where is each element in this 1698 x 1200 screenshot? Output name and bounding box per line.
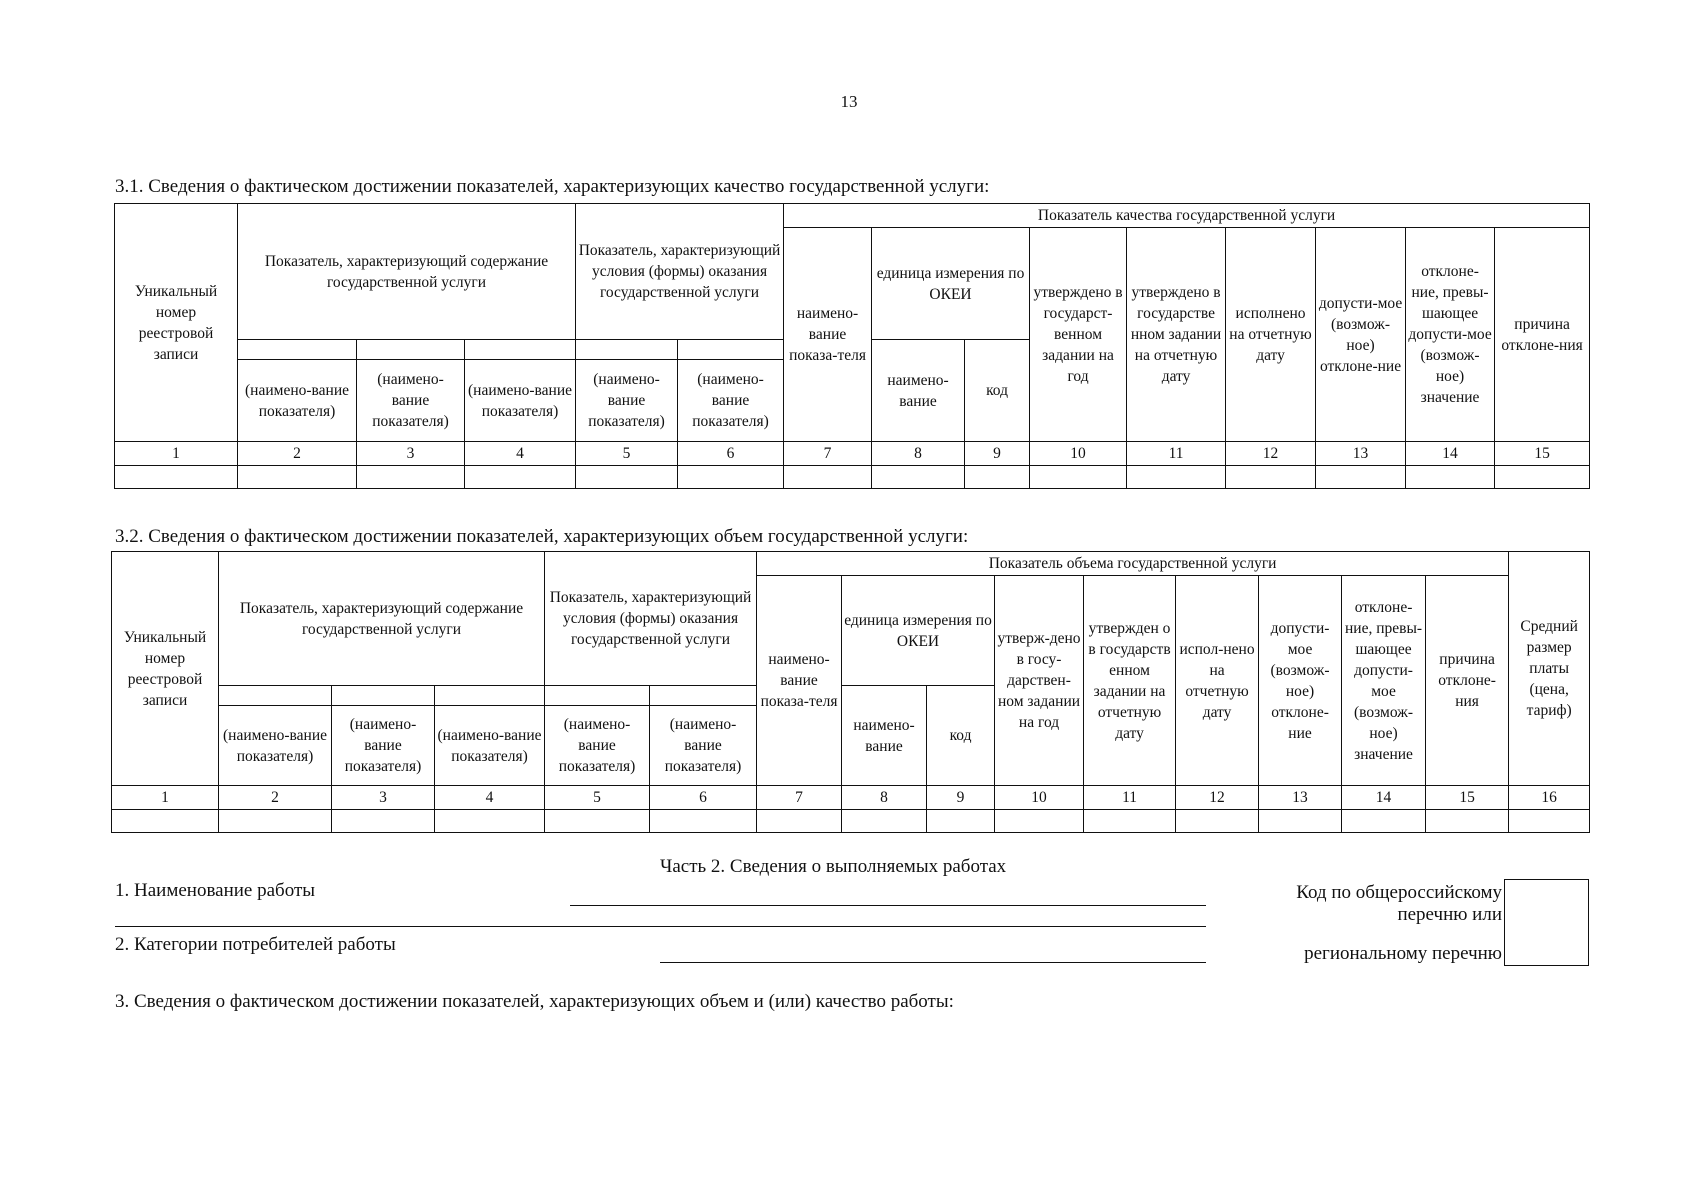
table-cell[interactable]: [995, 810, 1084, 833]
header-sub-indicator: (наимено-вание показателя): [357, 360, 465, 442]
table-cell[interactable]: [1426, 810, 1509, 833]
column-number: 13: [1259, 786, 1342, 810]
volume-indicators-table: [111, 551, 1590, 833]
section-3-2-title: 3.2. Сведения о фактическом достижении показателей, характеризующих объем государственной услуги:: [115, 526, 969, 547]
header-content-group: Показатель, характеризующий содержание государственной услуги: [238, 204, 576, 340]
column-number: 8: [872, 442, 965, 466]
work-name-continuation-line[interactable]: [115, 926, 1206, 927]
header-approved-year: утверж-дено в госу-дарствен-ном задании на год: [995, 576, 1084, 786]
header-approved-date: утверждено в государстве нном задании на отчетную дату: [1127, 228, 1226, 442]
column-number: 6: [678, 442, 784, 466]
table-cell[interactable]: [1030, 466, 1127, 489]
code-label-line-1: Код по общероссийскому: [1296, 882, 1502, 903]
part-2-title: Часть 2. Сведения о выполняемых работах: [660, 856, 1007, 877]
column-number: 8: [842, 786, 927, 810]
sub-header-blank: [332, 686, 435, 706]
work-name-label: 1. Наименование работы: [115, 880, 316, 901]
column-number: 5: [576, 442, 678, 466]
header-executed: испол-нено на отчетную дату: [1176, 576, 1259, 786]
column-number: 10: [1030, 442, 1127, 466]
work-name-field[interactable]: [570, 905, 1206, 906]
quality-indicators-table: [114, 203, 1590, 489]
header-sub-indicator: (наимено-вание показателя): [435, 706, 545, 786]
header-quality-group: Показатель качества государственной услуги: [784, 204, 1590, 228]
header-conditions-group: Показатель, характеризующий условия (формы) оказания государственной услуги: [545, 552, 757, 686]
table-cell[interactable]: [576, 466, 678, 489]
header-sub-indicator: (наимено-вание показателя): [332, 706, 435, 786]
column-number: 9: [965, 442, 1030, 466]
section-3-1-title: 3.1. Сведения о фактическом достижении показателей, характеризующих качество государственной услуги:: [115, 176, 990, 197]
sub-header-blank: [465, 340, 576, 360]
table-cell[interactable]: [927, 810, 995, 833]
header-sub-indicator: (наимено-вание показателя): [678, 360, 784, 442]
header-reason: причина отклоне-ния: [1495, 228, 1590, 442]
header-executed: исполнено на отчетную дату: [1226, 228, 1316, 442]
table-cell[interactable]: [1406, 466, 1495, 489]
table-cell[interactable]: [545, 810, 650, 833]
column-number: 11: [1127, 442, 1226, 466]
table-cell[interactable]: [1316, 466, 1406, 489]
column-number: 7: [784, 442, 872, 466]
column-number: 15: [1495, 442, 1590, 466]
table-cell[interactable]: [1259, 810, 1342, 833]
table-cell[interactable]: [238, 466, 357, 489]
column-number: 3: [357, 442, 465, 466]
page-number: 13: [840, 92, 858, 111]
column-number: 14: [1406, 442, 1495, 466]
header-excess-deviation: отклоне-ние, превы-шающее допусти-мое (возмож-ное) значение: [1342, 576, 1426, 786]
header-excess-deviation: отклоне-ние, превы-шающее допусти-мое (возмож-ное) значение: [1406, 228, 1495, 442]
header-sub-indicator: (наимено-вание показателя): [545, 706, 650, 786]
sub-header-blank: [238, 340, 357, 360]
column-number: 12: [1226, 442, 1316, 466]
table-cell[interactable]: [757, 810, 842, 833]
header-sub-indicator: (наимено-вание показателя): [238, 360, 357, 442]
table-cell[interactable]: [1495, 466, 1590, 489]
header-volume-group: Показатель объема государственной услуги: [757, 552, 1509, 576]
header-approved-date: утвержден о в государств енном задании на отчетную дату: [1084, 576, 1176, 786]
header-allowed-deviation: допусти-мое (возмож-ное) отклоне-ние: [1259, 576, 1342, 786]
column-number: 11: [1084, 786, 1176, 810]
code-input-box[interactable]: [1504, 879, 1589, 966]
table-cell[interactable]: [435, 810, 545, 833]
table-cell[interactable]: [1127, 466, 1226, 489]
table-cell[interactable]: [465, 466, 576, 489]
column-number: 7: [757, 786, 842, 810]
column-number: 1: [112, 786, 219, 810]
header-registry: Уникальный номер реестровой записи: [112, 552, 219, 786]
column-number: 9: [927, 786, 995, 810]
sub-header-blank: [435, 686, 545, 706]
table-cell[interactable]: [784, 466, 872, 489]
header-indicator-name: наимено-вание показа-теля: [784, 228, 872, 442]
table-cell[interactable]: [678, 466, 784, 489]
table-cell[interactable]: [1084, 810, 1176, 833]
column-number: 15: [1426, 786, 1509, 810]
column-number: 2: [219, 786, 332, 810]
header-unit-name: наимено-вание: [842, 686, 927, 786]
column-number: 3: [332, 786, 435, 810]
column-number: 4: [465, 442, 576, 466]
header-avg-fee: Средний размер платы (цена, тариф): [1509, 552, 1590, 786]
header-sub-indicator: (наимено-вание показателя): [650, 706, 757, 786]
code-label-line-2: перечню или: [1397, 904, 1502, 925]
column-number: 6: [650, 786, 757, 810]
sub-header-blank: [219, 686, 332, 706]
header-unit-name: наимено-вание: [872, 340, 965, 442]
table-cell[interactable]: [1342, 810, 1426, 833]
header-unit-code: код: [927, 686, 995, 786]
header-approved-year: утверждено в государст-венном задании на год: [1030, 228, 1127, 442]
column-number: 13: [1316, 442, 1406, 466]
section-3-work-title: 3. Сведения о фактическом достижении показателей, характеризующих объем и (или) качество работы:: [115, 991, 954, 1012]
column-number: 14: [1342, 786, 1426, 810]
table-cell[interactable]: [219, 810, 332, 833]
table-row: [115, 466, 1590, 489]
sub-header-blank: [545, 686, 650, 706]
table-cell[interactable]: [112, 810, 219, 833]
header-sub-indicator: (наимено-вание показателя): [465, 360, 576, 442]
table-cell[interactable]: [872, 466, 965, 489]
sub-header-blank: [357, 340, 465, 360]
consumers-field[interactable]: [660, 962, 1206, 963]
table-cell[interactable]: [1509, 810, 1590, 833]
consumers-label: 2. Категории потребителей работы: [115, 934, 396, 955]
header-content-group: Показатель, характеризующий содержание государственной услуги: [219, 552, 545, 686]
header-unit-okei: единица измерения по ОКЕИ: [842, 576, 995, 686]
table-cell[interactable]: [332, 810, 435, 833]
table-cell[interactable]: [842, 810, 927, 833]
sub-header-blank: [650, 686, 757, 706]
table-cell[interactable]: [115, 466, 238, 489]
header-unit-okei: единица измерения по ОКЕИ: [872, 228, 1030, 340]
header-unit-code: код: [965, 340, 1030, 442]
table-cell[interactable]: [650, 810, 757, 833]
column-number: 1: [115, 442, 238, 466]
sub-header-blank: [576, 340, 678, 360]
header-indicator-name: наимено-вание показа-теля: [757, 576, 842, 786]
code-label-line-3: региональному перечню: [1304, 943, 1502, 964]
table-cell[interactable]: [1226, 466, 1316, 489]
table-cell[interactable]: [357, 466, 465, 489]
header-registry: Уникальный номер реестровой записи: [115, 204, 238, 442]
header-conditions-group: Показатель, характеризующий условия (формы) оказания государственной услуги: [576, 204, 784, 340]
column-number: 2: [238, 442, 357, 466]
column-number: 10: [995, 786, 1084, 810]
sub-header-blank: [678, 340, 784, 360]
table-row: [112, 810, 1590, 833]
header-sub-indicator: (наимено-вание показателя): [576, 360, 678, 442]
column-number: 4: [435, 786, 545, 810]
table-cell[interactable]: [1176, 810, 1259, 833]
header-sub-indicator: (наимено-вание показателя): [219, 706, 332, 786]
column-number: 16: [1509, 786, 1590, 810]
column-number: 5: [545, 786, 650, 810]
header-reason: причина отклоне-ния: [1426, 576, 1509, 786]
header-allowed-deviation: допусти-мое (возмож-ное) отклоне-ние: [1316, 228, 1406, 442]
column-number: 12: [1176, 786, 1259, 810]
table-cell[interactable]: [965, 466, 1030, 489]
